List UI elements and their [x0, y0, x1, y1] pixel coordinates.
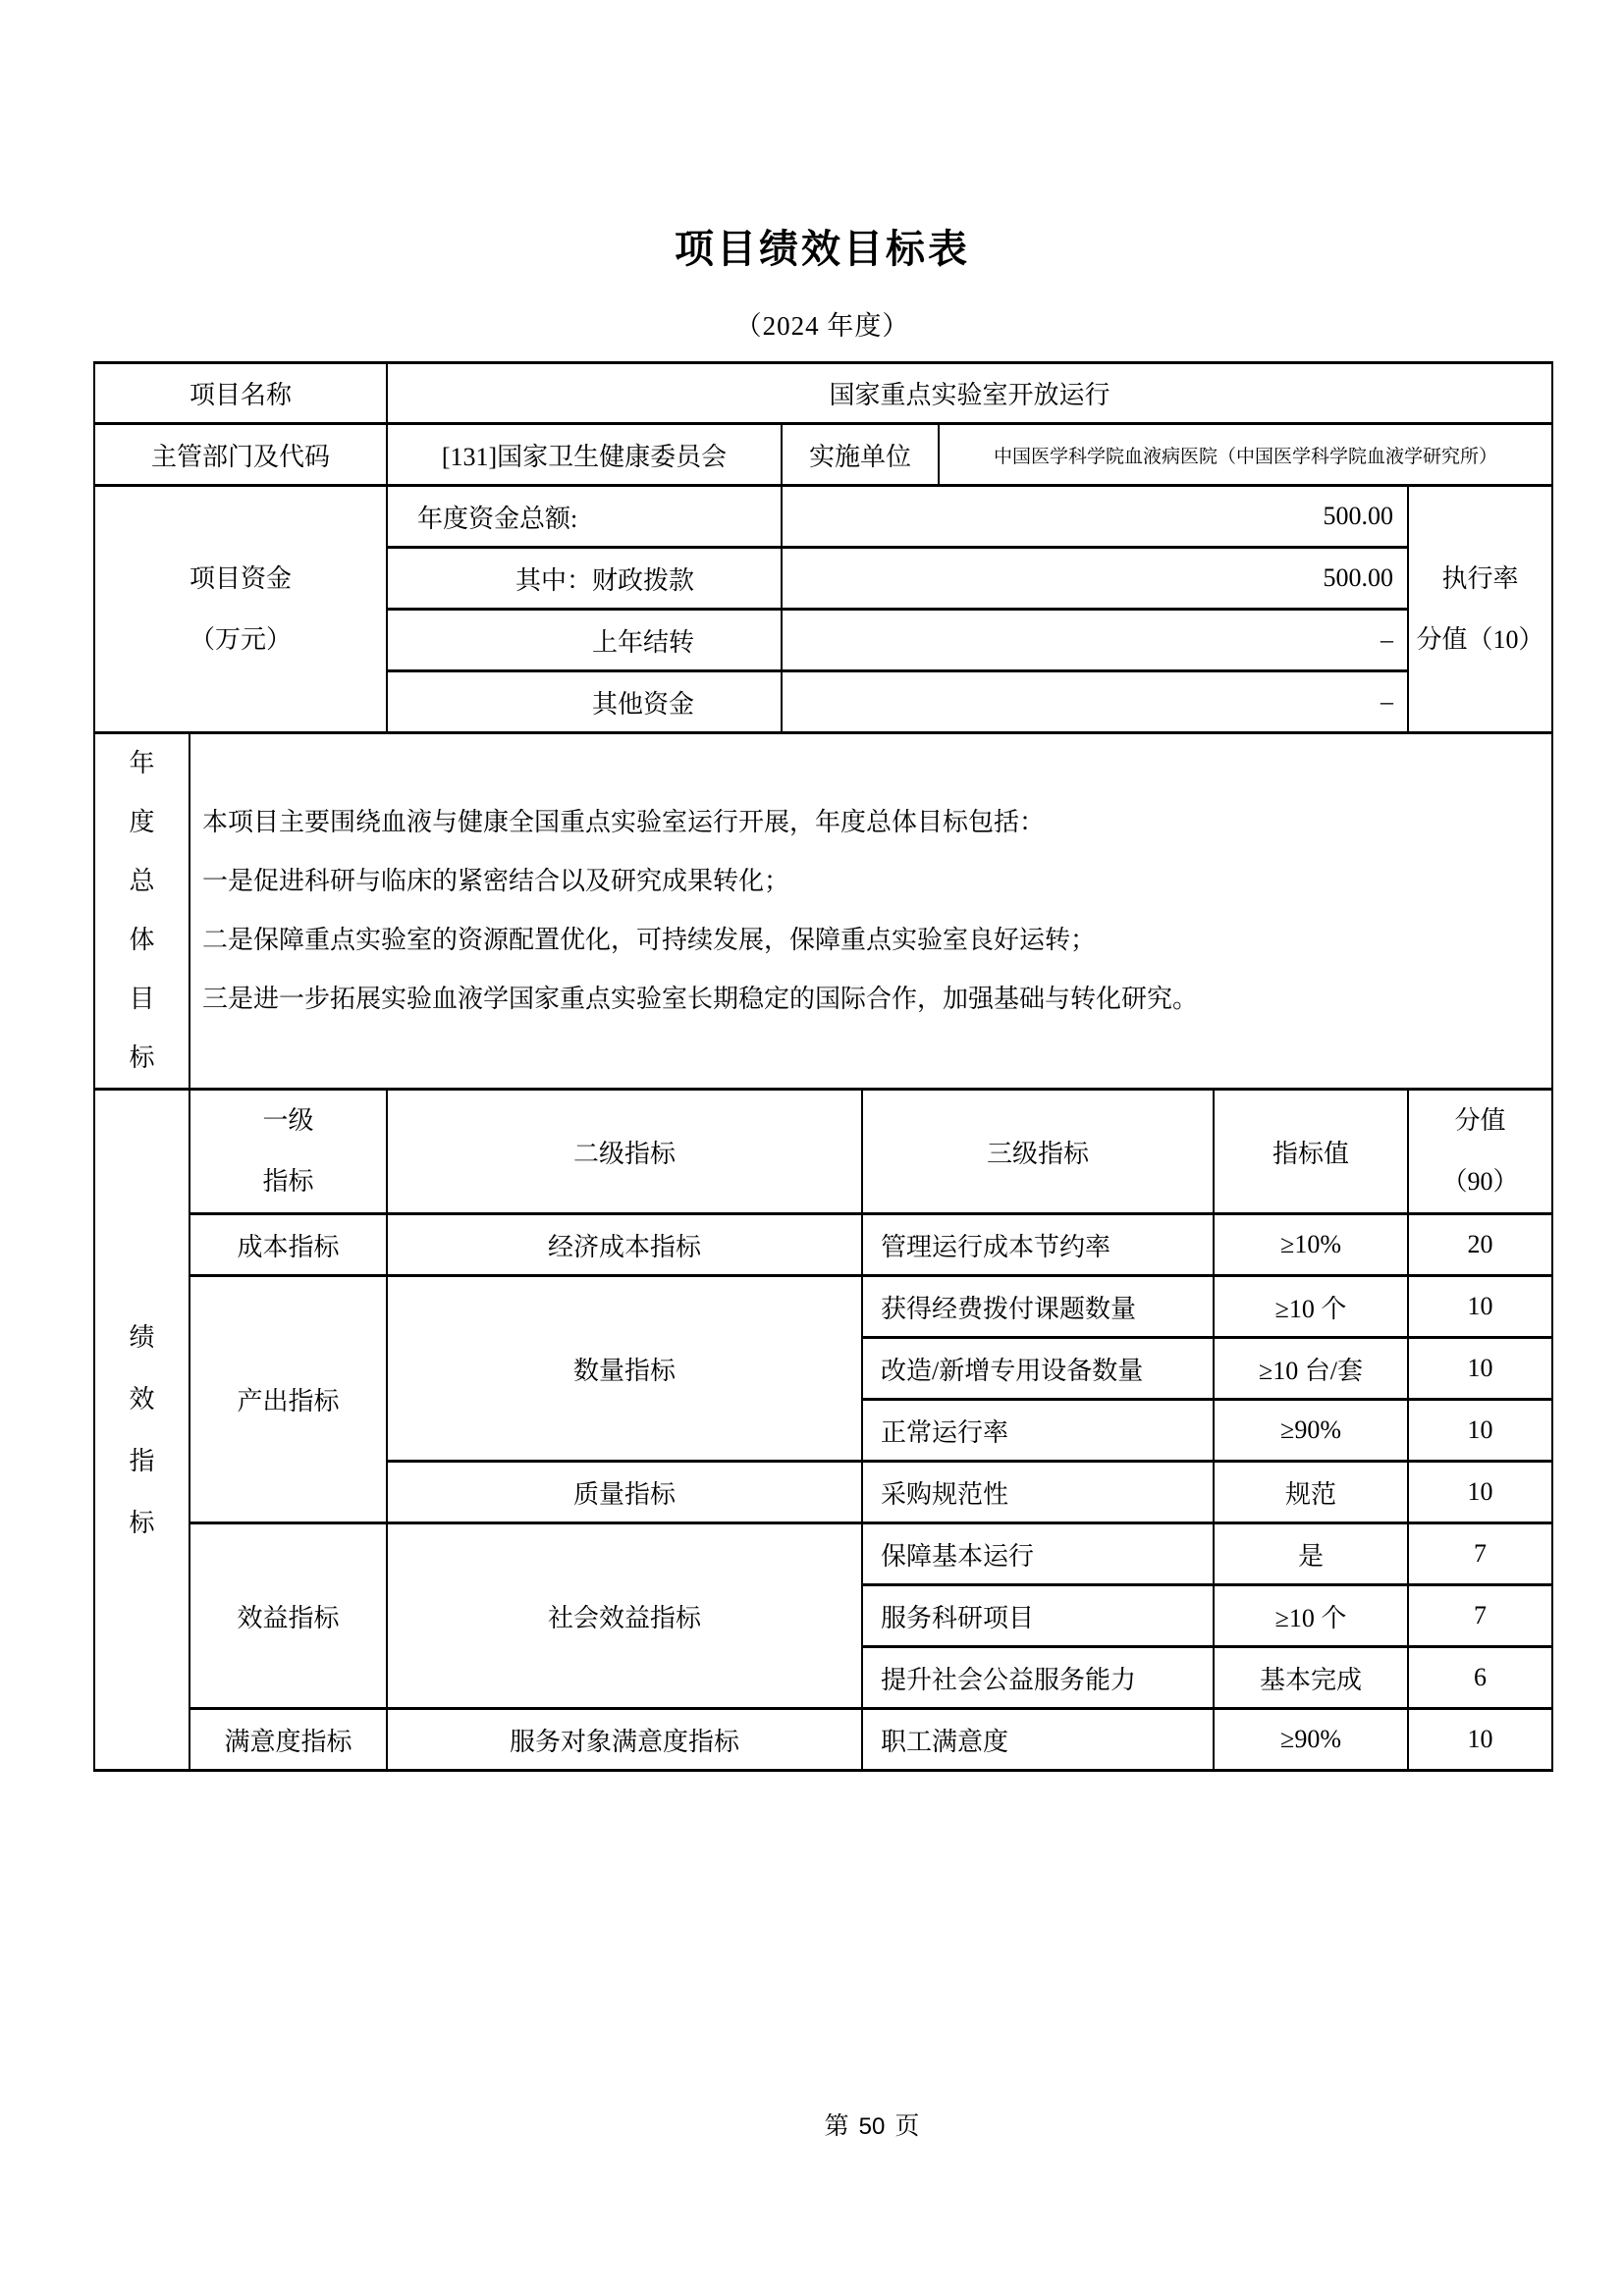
- fund-carryover-value: –: [782, 610, 1408, 671]
- score-cell: 6: [1408, 1647, 1552, 1709]
- level3-cell: 保障基本运行: [862, 1523, 1214, 1585]
- annual-target-content: [189, 733, 1552, 1090]
- row-fund-total: [94, 486, 1552, 548]
- annual-target-label: [94, 733, 189, 1090]
- dept-value: [131]国家卫生健康委员会: [387, 424, 782, 486]
- annual-target-line: 三是进一步拓展实验血液学国家重点实验室长期稳定的国际合作，加强基础与转化研究。: [202, 985, 1199, 1013]
- row-indicator-header: [94, 1090, 1552, 1214]
- value-cell: 是: [1214, 1523, 1408, 1585]
- header-score: [1408, 1090, 1552, 1214]
- level1-cell: 满意度指标: [189, 1709, 387, 1771]
- value-cell: ≥90%: [1214, 1400, 1408, 1462]
- fund-other-value: –: [782, 671, 1408, 733]
- level2-cell: 质量指标: [387, 1462, 862, 1523]
- page-subtitle: （2024 年度）: [734, 311, 910, 341]
- indicators-group-label: [94, 1090, 189, 1771]
- impl-unit-value: 中国医学科学院血液病医院（中国医学科学院血液学研究所）: [939, 424, 1552, 486]
- header-value: 指标值: [1214, 1090, 1408, 1214]
- value-cell: ≥10 个: [1214, 1276, 1408, 1338]
- level2-cell: 社会效益指标: [387, 1523, 862, 1709]
- score-cell: 7: [1408, 1523, 1552, 1585]
- value-cell: 规范: [1214, 1462, 1408, 1523]
- value-cell: ≥10%: [1214, 1214, 1408, 1276]
- header-level1-line1: 一级: [262, 1106, 314, 1135]
- header-level3: 三级指标: [862, 1090, 1214, 1214]
- level3-cell: 正常运行率: [862, 1400, 1214, 1462]
- annual-target-line: 一是促进科研与临床的紧密结合以及研究成果转化；: [202, 867, 790, 895]
- indicator-row: [94, 1276, 1552, 1338]
- value-cell: 基本完成: [1214, 1647, 1408, 1709]
- annual-target-line: 本项目主要围绕血液与健康全国重点实验室运行开展，年度总体目标包括：: [202, 808, 1046, 836]
- score-cell: 10: [1408, 1338, 1552, 1400]
- annual-target-char: 目: [129, 985, 155, 1013]
- score-cell: 20: [1408, 1214, 1552, 1276]
- score-cell: 10: [1408, 1462, 1552, 1523]
- header-level2: 二级指标: [387, 1090, 862, 1214]
- annual-target-char: 总: [129, 867, 155, 895]
- value-cell: ≥10 个: [1214, 1585, 1408, 1647]
- level1-cell: 效益指标: [189, 1523, 387, 1709]
- level1-cell: 成本指标: [189, 1214, 387, 1276]
- level3-cell: 管理运行成本节约率: [862, 1214, 1214, 1276]
- project-name-label: 项目名称: [94, 363, 387, 424]
- indicator-row: [94, 1214, 1552, 1276]
- level3-cell: 采购规范性: [862, 1462, 1214, 1523]
- footer-prefix: 第: [824, 2113, 849, 2140]
- level3-cell: 服务科研项目: [862, 1585, 1214, 1647]
- annual-target-char: 标: [129, 1043, 155, 1072]
- indicators-group-char: 指: [129, 1446, 155, 1475]
- level2-cell: 数量指标: [387, 1276, 862, 1462]
- level2-cell: 服务对象满意度指标: [387, 1709, 862, 1771]
- indicator-row: [94, 1523, 1552, 1585]
- execution-rate-line1: 执行率: [1441, 563, 1519, 593]
- score-cell: 10: [1408, 1400, 1552, 1462]
- impl-unit-label: 实施单位: [782, 424, 939, 486]
- fund-fiscal-label: 其中：财政拨款: [387, 548, 782, 610]
- score-cell: 7: [1408, 1585, 1552, 1647]
- fund-fiscal-value: 500.00: [782, 548, 1408, 610]
- page-footer: [825, 2107, 920, 2142]
- fund-group-label: [94, 486, 387, 733]
- annual-target-line: 二是保障重点实验室的资源配置优化，可持续发展，保障重点实验室良好运转；: [202, 926, 1097, 954]
- indicators-group-char: 绩: [129, 1322, 155, 1352]
- level3-cell: 职工满意度: [862, 1709, 1214, 1771]
- dept-label: 主管部门及代码: [94, 424, 387, 486]
- level1-cell: 产出指标: [189, 1276, 387, 1523]
- row-annual-target: [94, 733, 1552, 1090]
- fund-group-label-line2: （万元）: [189, 624, 293, 654]
- indicators-group-char: 效: [129, 1384, 155, 1414]
- indicator-row: [94, 1709, 1552, 1771]
- fund-carryover-label: 上年结转: [387, 610, 782, 671]
- level3-cell: 获得经费拨付课题数量: [862, 1276, 1214, 1338]
- row-project-name: [94, 363, 1552, 424]
- performance-target-table: [93, 361, 1553, 1772]
- annual-target-char: 年: [129, 749, 155, 777]
- score-cell: 10: [1408, 1709, 1552, 1771]
- score-cell: 10: [1408, 1276, 1552, 1338]
- header-score-line1: 分值: [1454, 1106, 1506, 1135]
- value-cell: ≥10 台/套: [1214, 1338, 1408, 1400]
- header-level1: [189, 1090, 387, 1214]
- fund-group-label-line1: 项目资金: [189, 563, 293, 593]
- row-department: [94, 424, 1552, 486]
- annual-target-char: 体: [129, 926, 155, 954]
- level3-cell: 提升社会公益服务能力: [862, 1647, 1214, 1709]
- header-level1-line2: 指标: [262, 1167, 314, 1196]
- execution-rate-label: [1408, 486, 1552, 733]
- level2-cell: 经济成本指标: [387, 1214, 862, 1276]
- fund-total-value: 500.00: [782, 486, 1408, 548]
- fund-total-label: 年度资金总额:: [387, 486, 782, 548]
- project-name-value: 国家重点实验室开放运行: [387, 363, 1552, 424]
- header-score-line2: （90）: [1441, 1167, 1519, 1196]
- execution-rate-line2: 分值（10）: [1416, 624, 1544, 654]
- fund-other-label: 其他资金: [387, 671, 782, 733]
- annual-target-char: 度: [129, 808, 155, 836]
- footer-suffix: 页: [894, 2113, 920, 2140]
- level3-cell: 改造/新增专用设备数量: [862, 1338, 1214, 1400]
- indicators-group-char: 标: [129, 1508, 155, 1537]
- page-title: 项目绩效目标表: [675, 228, 970, 271]
- value-cell: ≥90%: [1214, 1709, 1408, 1771]
- page-number: 50: [858, 2113, 886, 2140]
